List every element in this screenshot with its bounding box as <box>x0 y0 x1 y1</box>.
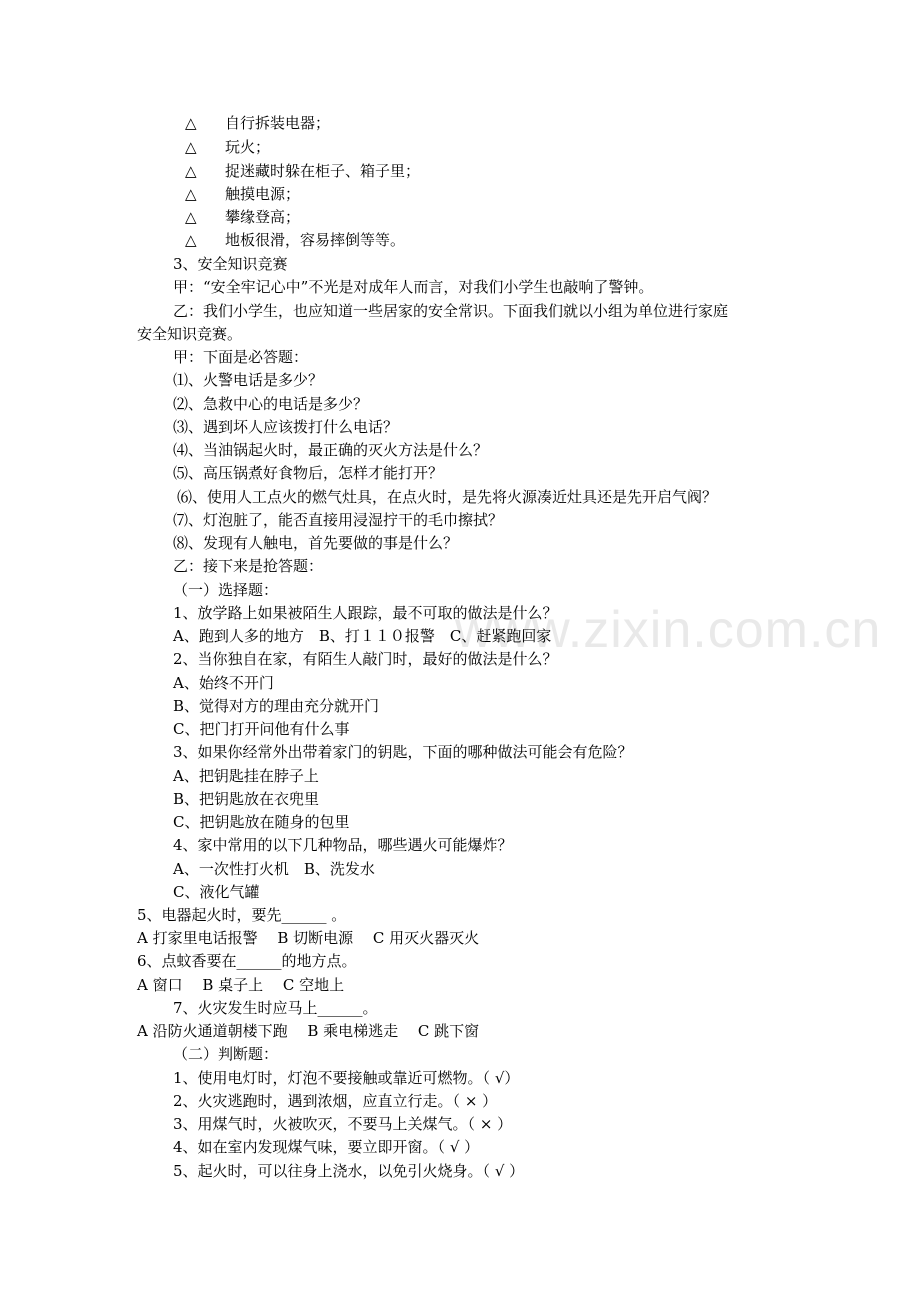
choice-question: 5、电器起火时，要先______ 。 <box>137 906 347 924</box>
watermark: www.zixin.com.cn <box>455 601 882 659</box>
judge-item: 3、用煤气时，火被吹灭，不要马上关煤气。（ × ） <box>173 1115 513 1133</box>
triangle-icon: △ <box>185 185 197 203</box>
subsection-heading: （一）选择题： <box>173 581 279 599</box>
hazard-item: △ 玩火； <box>185 138 271 156</box>
choice-question: 7、火灾发生时应马上______。 <box>173 999 378 1017</box>
choice-question: 3、如果你经常外出带着家门的钥匙，下面的哪种做法可能会有危险？ <box>173 743 633 761</box>
dialogue-line: 乙：接下来是抢答题： <box>173 557 324 575</box>
hazard-item: △ 触摸电源； <box>185 185 301 203</box>
required-question: ⑻、发现有人触电，首先要做的事是什么？ <box>173 534 459 552</box>
judge-item: 5、起火时，可以往身上浇水，以免引火烧身。（ √ ） <box>173 1162 525 1180</box>
subsection-heading: （二）判断题： <box>173 1045 279 1063</box>
required-question: ⑴、火警电话是多少？ <box>173 371 324 389</box>
choice-option: C、把门打开问他有什么事 <box>173 720 350 738</box>
section-heading: 3、安全知识竞赛 <box>173 255 288 273</box>
choice-question: 2、当你独自在家，有陌生人敲门时，最好的做法是什么？ <box>173 650 558 668</box>
choice-option: A、始终不开门 <box>173 674 274 692</box>
required-question: ⑷、当油锅起火时，最正确的灭火方法是什么？ <box>173 441 489 459</box>
hazard-item: △ 地板很滑，容易摔倒等等。 <box>185 231 406 249</box>
judge-item: 4、如在室内发现煤气味，要立即开窗。（ √ ） <box>173 1138 480 1156</box>
choice-question: 6、点蚊香要在______的地方点。 <box>137 952 357 970</box>
required-question: ⑺、灯泡脏了，能否直接用浸湿拧干的毛巾擦拭？ <box>173 511 504 529</box>
triangle-icon: △ <box>185 231 197 249</box>
triangle-icon: △ <box>185 114 197 132</box>
choice-option: A、把钥匙挂在脖子上 <box>173 767 319 785</box>
dialogue-line-continued: 安全知识竞赛。 <box>137 325 243 343</box>
dialogue-line: 甲：“安全牢记心中”不光是对成年人而言，对我们小学生也敲响了警钟。 <box>173 278 654 296</box>
choice-option: B、把钥匙放在衣兜里 <box>173 790 320 808</box>
hazard-item: △ 自行拆装电器； <box>185 114 331 132</box>
choice-option: C、把钥匙放在随身的包里 <box>173 813 350 831</box>
choice-options: A 沿防火通道朝楼下跑 B 乘电梯逃走 C 跳下窗 <box>137 1022 480 1040</box>
choice-options: A 打家里电话报警 B 切断电源 C 用灭火器灭火 <box>137 929 480 947</box>
dialogue-line: 乙：我们小学生，也应知道一些居家的安全常识。下面我们就以小组为单位进行家庭 <box>173 302 729 320</box>
triangle-icon: △ <box>185 208 197 226</box>
required-question: ⑶、遇到坏人应该拨打什么电话？ <box>173 418 399 436</box>
judge-item: 2、火灾逃跑时，遇到浓烟，应直立行走。（ × ） <box>173 1092 498 1110</box>
choice-option: C、液化气罐 <box>173 883 260 901</box>
hazard-item: △ 攀缘登高； <box>185 208 301 226</box>
choice-options: A 窗口 B 桌子上 C 空地上 <box>137 976 345 994</box>
dialogue-line: 甲：下面是必答题： <box>173 348 309 366</box>
choice-option: B、觉得对方的理由充分就开门 <box>173 697 380 715</box>
triangle-icon: △ <box>185 138 197 156</box>
required-question: ⑵、急救中心的电话是多少？ <box>173 395 369 413</box>
required-question: ⑹、使用人工点火的燃气灶具，在点火时，是先将火源凑近灶具还是先开启气阀？ <box>177 488 718 506</box>
hazard-item: △ 捉迷藏时躲在柜子、箱子里； <box>185 162 421 180</box>
judge-item: 1、使用电灯时，灯泡不要接触或靠近可燃物。（ √） <box>173 1069 520 1087</box>
choice-options: A、跑到人多的地方 B、打１１０报警 C、赶紧跑回家 <box>173 627 552 645</box>
choice-question: 1、放学路上如果被陌生人跟踪，最不可取的做法是什么？ <box>173 604 558 622</box>
choice-options: A、一次性打火机 B、洗发水 <box>173 860 375 878</box>
choice-question: 4、家中常用的以下几种物品，哪些遇火可能爆炸？ <box>173 836 513 854</box>
required-question: ⑸、高压锅煮好食物后，怎样才能打开？ <box>173 464 444 482</box>
triangle-icon: △ <box>185 162 197 180</box>
